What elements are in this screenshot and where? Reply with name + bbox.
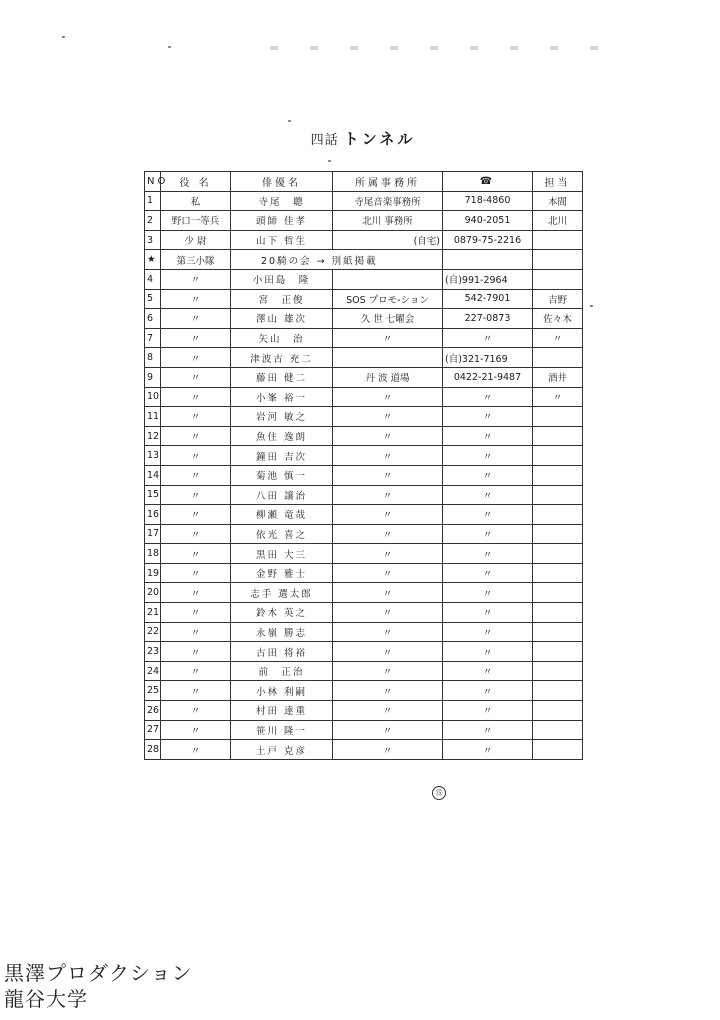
cell-staff [533,681,583,701]
cell-role: 私 [161,191,231,211]
cell-actor: 岩河 敏之 [231,407,333,427]
table-row [145,446,583,466]
cell-office: 北川 事務所 [333,211,443,231]
cell-office: 〃 [333,701,443,721]
cell-actor: 藤田 健二 [231,367,333,387]
cell-no: 4 [145,269,161,289]
cell-role: 〃 [161,309,231,329]
cell-tel: 0422-21-9487 [443,367,533,387]
cell-staff [533,701,583,721]
cell-role: 〃 [161,583,231,603]
cast-table [144,171,583,760]
cell-no: 26 [145,701,161,721]
cell-role: 野口一等兵 [161,211,231,231]
header-staff: 担当 [533,172,583,192]
cell-actor: 黒田 大三 [231,544,333,564]
cell-office: 〃 [333,563,443,583]
table-row [145,230,583,250]
cell-staff [533,544,583,564]
cell-actor: 魚住 逸朗 [231,426,333,446]
cell-no: 20 [145,583,161,603]
cell-staff: 〃 [533,387,583,407]
cell-actor: 永嶺 勝志 [231,622,333,642]
cell-staff [533,348,583,368]
header-phone-icon: ☎ [443,172,533,192]
page-number: ⑮ [432,786,446,800]
cell-tel: 〃 [443,465,533,485]
cell-tel: 940-2051 [443,211,533,231]
cell-staff [533,250,583,270]
cell-actor: 村田 達重 [231,701,333,721]
cell-no: 7 [145,328,161,348]
cell-office: 〃 [333,544,443,564]
cell-actor: 笹川 隆一 [231,720,333,740]
cell-role: 少 尉 [161,230,231,250]
cell-tel: 〃 [443,642,533,662]
table-row [145,289,583,309]
cell-staff [533,583,583,603]
cell-staff: 本間 [533,191,583,211]
cell-staff [533,563,583,583]
cell-actor: 古田 将裕 [231,642,333,662]
cell-tel: 〃 [443,622,533,642]
table-row [145,642,583,662]
cell-no: 3 [145,230,161,250]
header-role: 役 名 [161,172,231,192]
cell-actor: 柳瀬 竜哉 [231,505,333,525]
cell-office: 〃 [333,505,443,525]
cell-role: 〃 [161,367,231,387]
cell-no: 12 [145,426,161,446]
cell-no: 25 [145,681,161,701]
cell-actor: 津波古 充二 [231,348,333,368]
cell-office: 〃 [333,583,443,603]
cell-office: 〃 [333,426,443,446]
cell-no: ★ [145,250,161,270]
cell-office: 〃 [333,524,443,544]
cell-role: 〃 [161,661,231,681]
cell-actor: 前 正治 [231,661,333,681]
cell-tel: 〃 [443,524,533,544]
cell-actor: 矢山 治 [231,328,333,348]
cell-staff [533,603,583,623]
cell-office: 〃 [333,407,443,427]
cell-role: 〃 [161,426,231,446]
cell-role: 〃 [161,681,231,701]
cell-no: 16 [145,505,161,525]
scan-speck [62,36,65,38]
table-row [145,250,583,270]
episode-name: トンネル [343,130,416,148]
table-row [145,544,583,564]
cell-role: 〃 [161,622,231,642]
cell-staff [533,485,583,505]
cell-office [333,269,443,289]
cell-staff [533,465,583,485]
cell-role: 〃 [161,740,231,760]
cell-office: 〃 [333,661,443,681]
cell-role: 〃 [161,563,231,583]
cell-actor: 八田 譲治 [231,485,333,505]
cell-staff: 〃 [533,328,583,348]
table-row [145,701,583,721]
cell-no: 10 [145,387,161,407]
cell-no: 18 [145,544,161,564]
table-row [145,524,583,544]
table-row [145,191,583,211]
cell-tel: 〃 [443,505,533,525]
table-row [145,661,583,681]
table-row [145,681,583,701]
table-row [145,426,583,446]
cell-tel: 542-7901 [443,289,533,309]
cell-tel: (自)991-2964 [443,269,533,289]
table-row [145,622,583,642]
scan-artifact-dashes [270,46,600,50]
cell-tel: 〃 [443,661,533,681]
cell-office: (自宅) [333,230,443,250]
cell-tel: 〃 [443,681,533,701]
cell-role: 〃 [161,407,231,427]
table-row [145,603,583,623]
cell-office: 〃 [333,642,443,662]
cell-office: 〃 [333,328,443,348]
cell-office: 寺尾音楽事務所 [333,191,443,211]
cell-tel: 〃 [443,544,533,564]
document-title [0,128,720,149]
table-row [145,407,583,427]
scan-speck [168,46,171,48]
table-row [145,269,583,289]
header-office: 所属事務所 [333,172,443,192]
cell-tel: (自)321-7169 [443,348,533,368]
cell-actor: 小田島 隆 [231,269,333,289]
cell-role: 〃 [161,269,231,289]
cell-tel: 〃 [443,485,533,505]
cell-staff: 吉野 [533,289,583,309]
cell-role: 〃 [161,720,231,740]
table-row [145,485,583,505]
cell-role: 〃 [161,524,231,544]
cell-actor: 土戸 克彦 [231,740,333,760]
cell-tel: 0879-75-2216 [443,230,533,250]
cell-tel: 〃 [443,563,533,583]
table-row [145,309,583,329]
cell-role: 〃 [161,701,231,721]
cell-office: 〃 [333,603,443,623]
cell-no: 14 [145,465,161,485]
cell-tel: 〃 [443,328,533,348]
cell-staff [533,230,583,250]
cell-role: 〃 [161,505,231,525]
cell-no: 2 [145,211,161,231]
cell-no: 11 [145,407,161,427]
cell-no: 15 [145,485,161,505]
cell-office: 〃 [333,720,443,740]
table-row [145,367,583,387]
cell-tel: 〃 [443,603,533,623]
cell-office: SOS プロモ-ション [333,289,443,309]
cell-actor: 鈴木 英之 [231,603,333,623]
episode-label: 四話 [310,133,339,148]
table-row [145,740,583,760]
cell-no: 28 [145,740,161,760]
cell-no: 24 [145,661,161,681]
cell-no: 9 [145,367,161,387]
cell-role: 〃 [161,642,231,662]
cell-office: 〃 [333,485,443,505]
header-no: NO [145,172,161,192]
cell-role: 〃 [161,544,231,564]
cell-role: 〃 [161,485,231,505]
cell-office: 〃 [333,387,443,407]
cell-staff [533,505,583,525]
cell-no: 21 [145,603,161,623]
cell-no: 22 [145,622,161,642]
table-row [145,348,583,368]
cell-actor: 頭師 佳孝 [231,211,333,231]
cell-staff: 北川 [533,211,583,231]
cell-no: 23 [145,642,161,662]
cell-role: 〃 [161,348,231,368]
footer-line-1: 黒澤プロダクション [4,961,193,985]
cell-tel: 〃 [443,387,533,407]
cell-role: 〃 [161,446,231,466]
cell-staff [533,426,583,446]
cell-no: 13 [145,446,161,466]
table-row [145,720,583,740]
cell-staff [533,661,583,681]
table-row [145,387,583,407]
cell-office: 〃 [333,446,443,466]
cell-staff [533,642,583,662]
cell-staff [533,622,583,642]
cell-tel: 〃 [443,407,533,427]
cell-no: 1 [145,191,161,211]
table-row [145,328,583,348]
cell-no: 27 [145,720,161,740]
scan-speck [328,160,331,162]
table-row [145,563,583,583]
table-row [145,505,583,525]
cell-actor: 山下 哲生 [231,230,333,250]
cell-tel: 〃 [443,583,533,603]
cell-no: 6 [145,309,161,329]
scan-speck [590,305,593,307]
table-row [145,211,583,231]
header-actor: 俳優名 [231,172,333,192]
table-header-row [145,172,583,192]
cell-office: 〃 [333,681,443,701]
cell-office: 〃 [333,622,443,642]
cell-actor: 澤山 雄次 [231,309,333,329]
table-row [145,583,583,603]
cell-tel: 〃 [443,426,533,446]
cell-tel: 227-0873 [443,309,533,329]
cell-office: 久 世 七曜会 [333,309,443,329]
cell-tel [443,250,533,270]
cell-role: 第三小隊 [161,250,231,270]
cell-tel: 〃 [443,701,533,721]
cell-role: 〃 [161,465,231,485]
cell-actor: 小林 利嗣 [231,681,333,701]
cell-actor: 宮 正俊 [231,289,333,309]
cell-actor: 小峯 裕一 [231,387,333,407]
cell-role: 〃 [161,289,231,309]
table-row [145,465,583,485]
cell-office: 丹 波 道場 [333,367,443,387]
cell-no: 17 [145,524,161,544]
cell-staff: 佐々木 [533,309,583,329]
cell-tel: 718-4860 [443,191,533,211]
cell-actor: 依光 喜之 [231,524,333,544]
cell-staff [533,740,583,760]
cell-office: 〃 [333,740,443,760]
cell-staff [533,446,583,466]
cell-staff [533,269,583,289]
cell-office [333,348,443,368]
cell-no: 8 [145,348,161,368]
cell-actor: 寺尾 聰 [231,191,333,211]
footer-line-2: 龍谷大学 [4,987,88,1011]
cell-role: 〃 [161,387,231,407]
cell-staff [533,720,583,740]
cell-no: 5 [145,289,161,309]
cell-tel: 〃 [443,740,533,760]
cell-staff: 酒井 [533,367,583,387]
cell-actor: 菊池 慎一 [231,465,333,485]
watermark-footer [4,960,193,1012]
cell-tel: 〃 [443,720,533,740]
cell-actor: 金野 雅士 [231,563,333,583]
cell-role: 〃 [161,603,231,623]
cell-staff [533,407,583,427]
cell-tel: 〃 [443,446,533,466]
cell-staff [533,524,583,544]
cell-no: 19 [145,563,161,583]
scan-speck [288,120,291,122]
cell-office: 〃 [333,465,443,485]
cell-actor: 志手 選太郎 [231,583,333,603]
cell-role: 〃 [161,328,231,348]
cell-actor: 20騎の会 → 別紙掲載 [231,250,443,270]
cell-actor: 鐘田 吉次 [231,446,333,466]
